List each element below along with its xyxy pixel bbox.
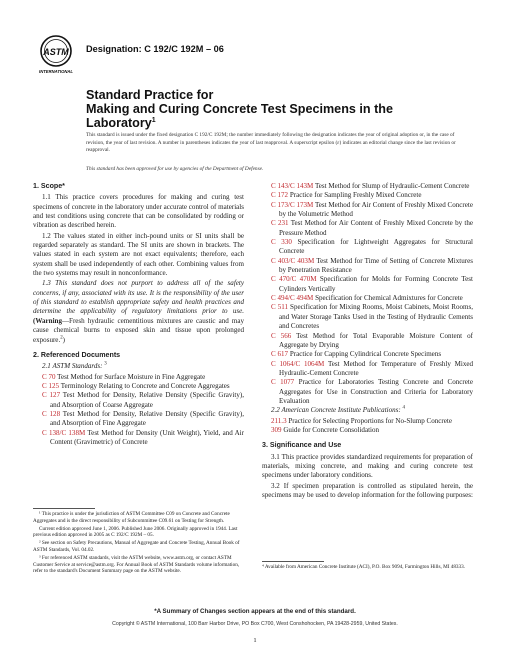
ref-item[interactable]: C 1077 Practice for Laboratories Testing Concrete and Concrete Aggregates for Use in Construction and Criteria for Laboratory Evaluation <box>271 378 473 405</box>
page-number: 1 <box>253 637 257 644</box>
scope-1-1: 1.1 This practice covers procedures for making and curing test specimens of concrete in the laboratory under accurate control of materials and test conditions using concrete that can be consolidated by rodding or vibration as described herein. <box>33 193 244 230</box>
astm-standards-label: 2.1 ASTM Standards: $^3$ <box>42 361 107 371</box>
aci-list <box>262 417 473 436</box>
ref-item[interactable]: C 470/C 470M Specification for Molds for Forming Concrete Test Cylinders Vertically <box>271 275 473 293</box>
left-column <box>33 182 244 447</box>
ref-list-right <box>262 182 473 406</box>
refs-heading: 2. Referenced Documents <box>33 350 121 359</box>
designation: Designation: C 192/C 192M – 06 <box>86 44 224 54</box>
ref-item[interactable]: C 617 Practice for Capping Cylindrical Concrete Specimens <box>271 350 442 359</box>
right-footnote-divider <box>262 561 324 562</box>
ref-item[interactable]: C 127 Test Method for Density, Relative Density (Specific Gravity), and Absorption of Coarse Aggregate <box>42 391 244 409</box>
significance-3-1: 3.1 This practice provides standardized requirements for preparation of materials, mixing concrete, and making and curing concrete test specimens under laboratory conditions. <box>262 452 473 480</box>
ref-item[interactable]: C 70 Test Method for Surface Moisture in Fine Aggregate <box>42 372 206 381</box>
ref-item[interactable]: C 143/C 143M Test Method for Slump of Hydraulic-Cement Concrete <box>271 182 470 190</box>
footnote-1: ¹ This practice is under the jurisdiction of ASTM Committee C09 on Concrete and Concrete Aggregates and is the direct responsibility of Subcommittee C09.61 on Testing for Strength. <box>33 511 230 524</box>
ref-item[interactable]: C 403/C 403M Test Method for Time of Setting of Concrete Mixtures by Penetration Resistance <box>271 256 473 275</box>
title-line-1: Standard Practice for <box>86 88 214 102</box>
title-line-2: Making and Curing Concrete Test Specimens in the <box>86 102 393 116</box>
scope-1-2: 1.2 The values stated in either inch-pound units or SI units shall be regarded separately as standard. The SI units are shown in brackets. The values stated in each system are not exact equivalents; therefore, each system shall be used independently of each other. Combining values from the two systems may result in nonconformance. <box>33 231 244 278</box>
svg-text:ASTM: ASTM <box>43 47 69 57</box>
footnote-1b: Current edition approved June 1, 2006. Published June 2006. Originally approved in 1944. Last previous edition approved in 2005 as C 192/C 192M – 05. <box>33 525 238 539</box>
ref-item[interactable]: C 1064/C 1064M Test Method for Temperature of Freshly Mixed Hydraulic-Cement Concrete <box>271 359 473 377</box>
aci-item[interactable]: 309 Guide for Concrete Consolidation <box>271 425 380 434</box>
ref-item[interactable]: C 511 Specification for Mixing Rooms, Moist Cabinets, Moist Rooms, and Water Storage Tanks Used in the Testing of Hydraulic Cements and Concretes <box>271 303 473 331</box>
ref-item[interactable]: C 231 Test Method for Air Content of Freshly Mixed Concrete by the Pressure Method <box>271 219 473 237</box>
document-title <box>86 88 486 130</box>
svg-text:INTERNATIONAL: INTERNATIONAL <box>39 69 73 74</box>
significance-3-2: 3.2 If specimen preparation is controlled as stipulated herein, the specimens may be used to develop information for the following purposes: <box>262 481 473 499</box>
right-column <box>262 182 473 501</box>
aci-label: 2.2 American Concrete Institute Publications: $^4$ <box>271 405 405 415</box>
footnotes <box>33 511 244 576</box>
copyright: Copyright © ASTM International, 100 Barr Harbor Drive, PO Box C700, West Conshohocken, PA 19428-2959, United States. <box>112 621 398 627</box>
footnote-2: ² See section on Safety Precautions, Manual of Aggregate and Concrete Testing, Annual Book of ASTM Standards, Vol. 04.02. <box>33 540 240 553</box>
astm-logo <box>34 32 78 76</box>
ref-item[interactable]: C 494/C 494M Specification for Chemical Admixtures for Concrete <box>271 294 463 303</box>
footnote-4: ⁴ Available from American Concrete Institute (ACI), P.O. Box 9094, Farmington Hills, MI 48333. <box>262 564 465 570</box>
ref-item[interactable]: C 138/C 138M Test Method for Density (Unit Weight), Yield, and Air Content (Gravimetric) of Concrete <box>42 428 244 446</box>
scope-1-3: 1.3 This standard does not purport to address all of the safety concerns, if any, associated with its use. It is the responsibility of the user of this standard to establish appropriate safety and health practices and determine the applicability of regulatory limitations prior to use. (Warning—Fresh hydraulic cementitious mixtures are caustic and may cause chemical burns to exposed skin and tissue upon prolonged exposure.$^2$) <box>33 279 244 344</box>
ref-item[interactable]: C 566 Test Method for Total Evaporable Moisture Content of Aggregate by Drying <box>271 331 473 349</box>
issuance-notice: This standard is issued under the fixed designation C 192/C 192M; the number immediately following the designation indicates the year of original adoption or, in the case of revision, the year of last revision. A number in parentheses indicates the year of last reapproval. A superscript epsilon (ε) indicates an editorial change since the last revision or reapproval. <box>86 132 456 154</box>
ref-list-left <box>33 373 244 448</box>
ref-item[interactable]: C 128 Test Method for Density, Relative Density (Specific Gravity), and Absorption of Fine Aggregate <box>42 409 244 428</box>
ref-item[interactable]: C 172 Practice for Sampling Freshly Mixed Concrete <box>271 191 422 200</box>
ref-item[interactable]: C 173/C 173M Test Method for Air Content of Freshly Mixed Concrete by the Volumetric Method <box>271 200 473 219</box>
footnote-divider <box>33 508 95 509</box>
ref-item[interactable]: C 330 Specification for Lightweight Aggregates for Structural Concrete <box>271 238 474 256</box>
ref-item[interactable]: C 125 Terminology Relating to Concrete and Concrete Aggregates <box>42 381 230 390</box>
significance-heading: 3. Significance and Use <box>262 441 342 450</box>
scope-heading: 1. Scope* <box>33 182 65 190</box>
dod-approval: This standard has been approved for use by agencies of the Department of Defense. <box>86 166 264 172</box>
footnote-3: ³ For referenced ASTM standards, visit the ASTM website, www.astm.org, or contact ASTM Customer Service at service@astm.org. For Annual Book of ASTM Standards volume information, refer to the standard's Document Summary page on the ASTM website. <box>33 554 240 575</box>
aci-item[interactable]: 211.3 Practice for Selecting Proportions for No-Slump Concrete <box>271 416 452 425</box>
title-line-3: Laboratory$^1$ <box>86 116 156 130</box>
summary-of-changes-note: *A Summary of Changes section appears at the end of this standard. <box>154 608 356 615</box>
